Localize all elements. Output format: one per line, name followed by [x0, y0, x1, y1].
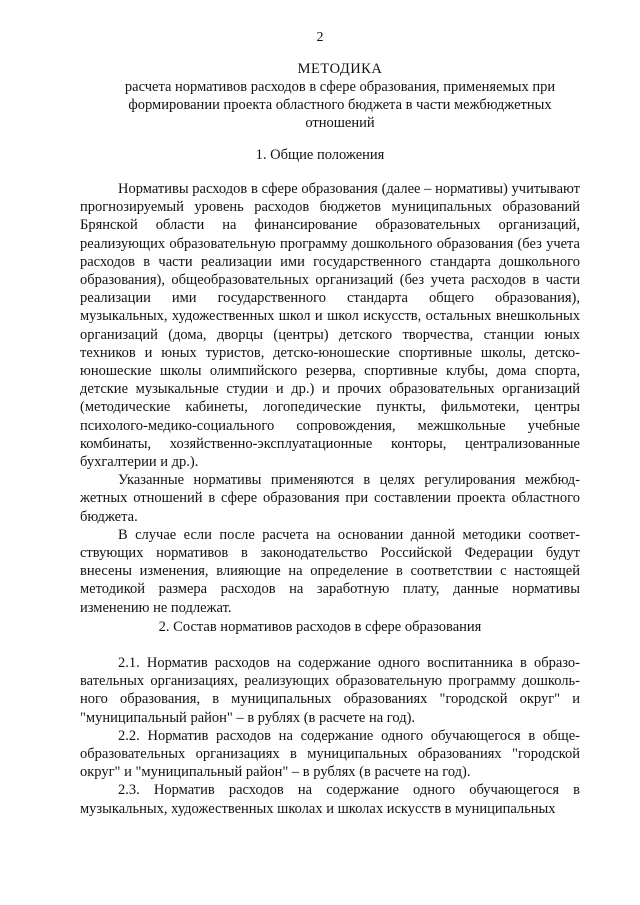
paragraph: Указанные нормативы применяются в целях регулирования межбюджетных отношений в сфере образования при составлении проекта областного бюджета. — [80, 472, 580, 525]
paragraph: 2.2. Норматив расходов на содержание одного обучающегося в общеобразовательных организациях в муниципальных образованиях "городской округ" и "муниципальный район" – в рублях (в расчете на год). — [80, 727, 580, 781]
section-1-heading: 1. Общие положения — [255, 147, 385, 163]
paragraph: 2.3. Норматив расходов на содержание одного обучающегося в музыкальных, художественных школах и школах искусств в муниципальных — [80, 782, 580, 817]
document-title: МЕТОДИКА — [297, 61, 383, 77]
paragraph: Нормативы расходов в сфере образования (далее – нормативы) учитывают прогнозируемый уровень расходов бюджетов муниципальных образований Брянской области на финансирование образовательных организаций, реализующих образовательную программу дошкольного образования (без учета расходов в части реализации ими государственного стандарта дошкольного образования), общеобразовательных организаций (без учета расходов в части реализации ими государственного стандарта общего образования), музыкальных, художественных школ и школ искусств, остальных внешкольных организаций (дома, дворцы (центры) детского творчества, станции юных техников и юных туристов, детско-юношеские спортивные школы, детско-юношеские школы олимпийского резерва, спортивные клубы, дома спорта, детские музыкальные студии и др.) и прочих образовательных организаций (методические кабинеты, логопедические пункты, фильмотеки, центры психолого-медико-социального сопровождения, межшкольные учебные комбинаты, хозяйственно-эксплуатационные конторы, централизованные бухгалтерии и др.). — [80, 181, 580, 471]
section-1-body — [80, 180, 580, 617]
section-2-heading: 2. Состав нормативов расходов в сфере образования — [158, 619, 482, 635]
section-2-body — [80, 654, 580, 818]
title-block — [110, 60, 570, 132]
paragraph: 2.1. Норматив расходов на содержание одного воспитанника в образовательных организациях, реализующих образовательную программу дошкольного образования, в муниципальных образованиях "городской округ" и "муниципальный район" – в рублях (в расчете на год). — [80, 655, 580, 726]
document-subtitle: расчета нормативов расходов в сфере образования, применяемых при формировании проекта областного бюджета в части межбюджетных отношений — [124, 79, 556, 131]
page-number: 2 — [316, 30, 324, 45]
paragraph: В случае если после расчета на основании данной методики соответствующих нормативов в законодательство Российской Федерации будут внесены изменения, влияющие на определение в соответствии с настоящей методикой размера расходов на заработную плату, данные нормативы изменению не подлежат. — [80, 526, 580, 616]
